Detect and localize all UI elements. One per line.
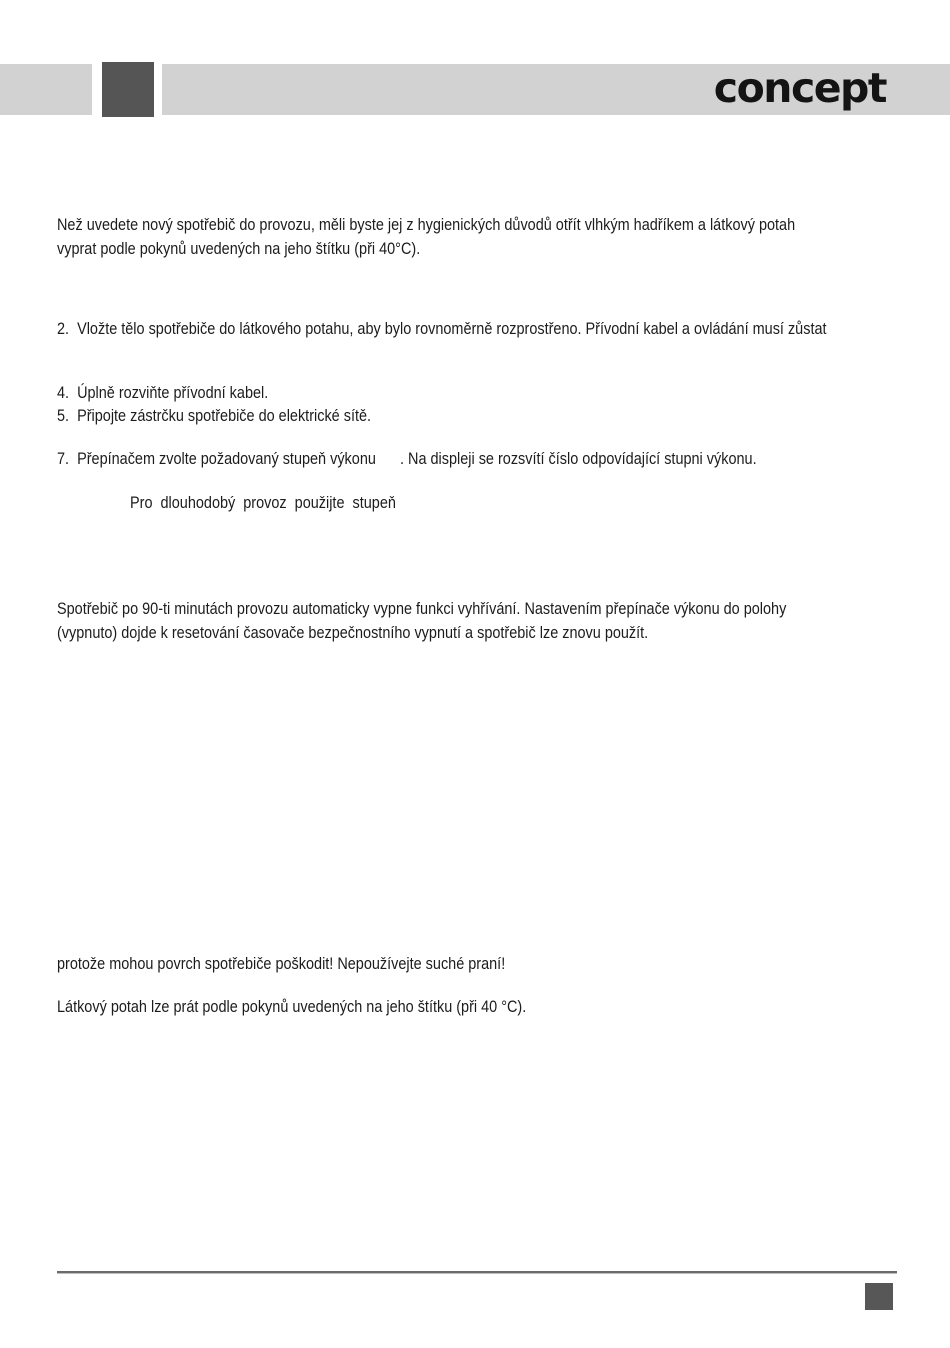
cleaning-note-line-1: protože mohou povrch spotřebiče poškodit! Nepoužívejte suché praní! bbox=[57, 954, 506, 973]
step-4: 4. Úplně rozviňte přívodní kabel. bbox=[57, 383, 269, 402]
auto-off-paragraph-line-1: Spotřebič po 90-ti minutách provozu automaticky vypne funkci vyhřívání. Nastavením přepínače výkonu do polohy bbox=[57, 599, 787, 618]
cleaning-note-line-2: Látkový potah lze prát podle pokynů uvedených na jeho štítku (při 40 °C). bbox=[57, 997, 527, 1016]
intro-paragraph-line-2: vyprat podle pokynů uvedených na jeho štítku (při 40°C). bbox=[57, 239, 421, 258]
footer-rule bbox=[57, 1271, 897, 1274]
step-7: 7. Přepínačem zvolte požadovaný stupeň výkonu . Na displeji se rozsvítí číslo odpovídající stupni výkonu. bbox=[57, 449, 757, 468]
step-5: 5. Připojte zástrčku spotřebiče do elektrické sítě. bbox=[57, 406, 372, 425]
auto-off-paragraph-line-2: (vypnuto) dojde k resetování časovače bezpečnostního vypnutí a spotřebič lze znovu použít. bbox=[57, 623, 649, 642]
footer-accent-square bbox=[865, 1283, 893, 1310]
intro-paragraph-line-1: Než uvedete nový spotřebič do provozu, měli byste jej z hygienických důvodů otřít vlhkým hadříkem a látkový potah bbox=[57, 215, 796, 234]
step-7-note: Pro dlouhodobý provoz použijte stupeň bbox=[130, 493, 396, 512]
brand-logo: concept bbox=[713, 64, 886, 112]
step-2: 2. Vložte tělo spotřebiče do látkového potahu, aby bylo rovnoměrně rozprostřeno. Přívodní kabel a ovládání musí zůstat bbox=[57, 319, 827, 338]
header-accent-square bbox=[102, 62, 154, 117]
